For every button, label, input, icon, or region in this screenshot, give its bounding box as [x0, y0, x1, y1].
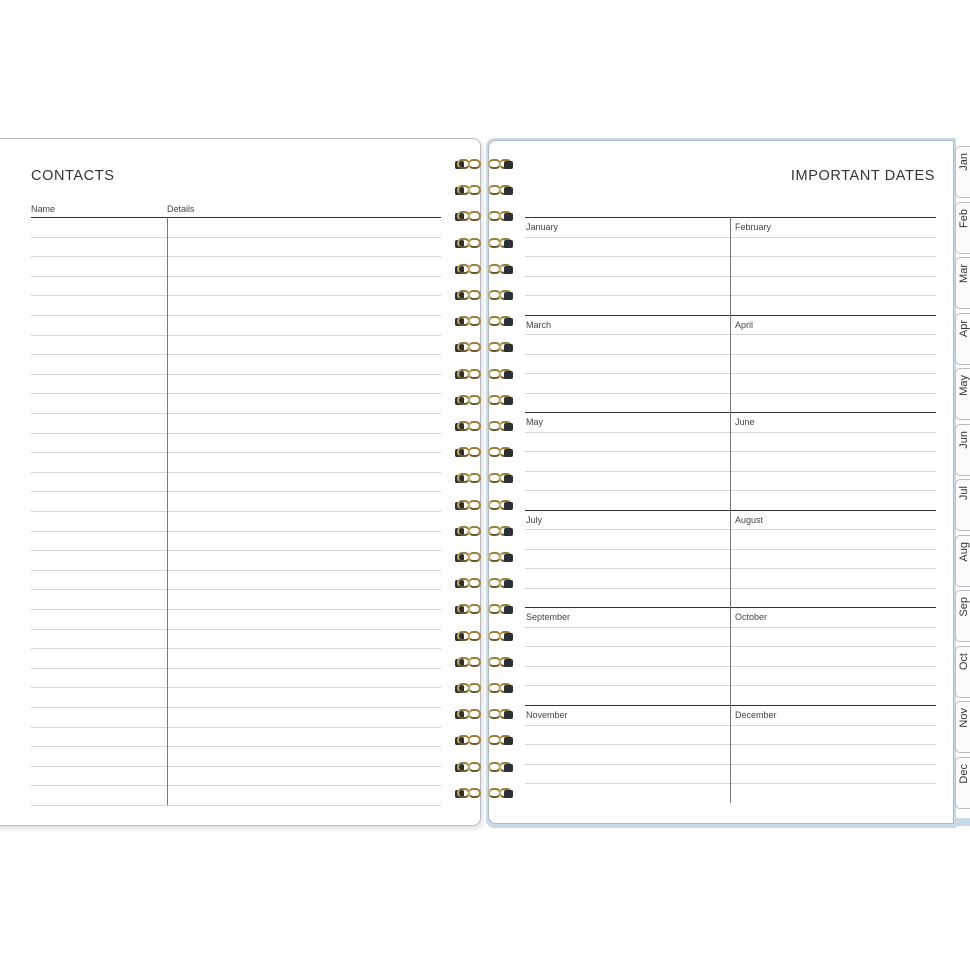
page-title: CONTACTS	[31, 168, 115, 184]
spiral-coil	[453, 339, 517, 357]
spiral-coil	[453, 601, 517, 619]
tab-label: Dec	[958, 763, 970, 784]
column-divider	[167, 217, 168, 805]
contact-row-line[interactable]	[31, 472, 441, 473]
tab-bottom-edge	[955, 818, 970, 826]
column-header-name: Name	[31, 204, 56, 214]
spiral-coil	[453, 759, 517, 777]
tab-sep[interactable]	[955, 590, 970, 642]
tab-label: Jan	[958, 153, 970, 171]
page-title: IMPORTANT DATES	[790, 168, 935, 184]
tab-label: Sep	[958, 597, 970, 617]
contact-row-line[interactable]	[31, 433, 441, 434]
month-label-april: April	[735, 319, 754, 330]
spiral-coil	[453, 732, 517, 750]
month-label-june: June	[735, 417, 755, 428]
contact-row-line[interactable]	[31, 452, 441, 453]
spiral-coil	[453, 523, 517, 541]
tab-label: Oct	[958, 652, 970, 670]
column-header-details: Details	[167, 204, 195, 214]
contact-row-line[interactable]	[31, 256, 441, 257]
spiral-coil	[453, 549, 517, 567]
spiral-coil	[453, 444, 517, 462]
month-label-july: July	[526, 514, 543, 525]
tab-label: Mar	[958, 264, 970, 283]
contact-row-line[interactable]	[31, 707, 441, 708]
month-label-august: August	[735, 514, 764, 525]
month-label-september: September	[526, 612, 571, 623]
contact-row-line[interactable]	[31, 315, 441, 316]
contact-row-line[interactable]	[31, 766, 441, 767]
month-label-january: January	[526, 222, 559, 232]
contact-row-line[interactable]	[31, 648, 441, 649]
tab-jul[interactable]	[955, 479, 970, 531]
contact-row-line[interactable]	[31, 413, 441, 414]
spiral-coil	[453, 208, 517, 226]
contact-row-line[interactable]	[31, 335, 441, 336]
spiral-coil	[453, 287, 517, 305]
tab-label: May	[958, 375, 970, 396]
month-label-may: May	[526, 417, 544, 428]
contact-row-line[interactable]	[31, 531, 441, 532]
tab-aug[interactable]	[955, 535, 970, 587]
tab-dec[interactable]	[955, 757, 970, 809]
contact-row-line[interactable]	[31, 746, 441, 747]
tab-label: Nov	[958, 708, 970, 728]
contact-row-line[interactable]	[31, 609, 441, 610]
spiral-coil	[453, 182, 517, 200]
contact-row-line[interactable]	[31, 629, 441, 630]
tab-label: Feb	[958, 208, 970, 228]
spiral-coil	[453, 575, 517, 593]
contact-row-line[interactable]	[31, 354, 441, 355]
tab-oct[interactable]	[955, 646, 970, 698]
tab-jun[interactable]	[955, 424, 970, 476]
tab-feb[interactable]	[955, 202, 970, 254]
month-label-march: March	[526, 319, 552, 330]
contact-row-line[interactable]	[31, 237, 441, 238]
spiral-binding	[453, 156, 517, 806]
tab-jan[interactable]	[955, 146, 970, 198]
spiral-coil	[453, 785, 517, 803]
spiral-coil	[453, 235, 517, 253]
month-label-december: December	[735, 710, 777, 720]
spiral-coil	[453, 366, 517, 384]
contact-row-line[interactable]	[31, 276, 441, 277]
spiral-coil	[453, 680, 517, 698]
tab-nov[interactable]	[955, 701, 970, 753]
important-dates-page	[488, 140, 954, 824]
month-label-november: November	[526, 710, 568, 720]
month-tabs	[955, 146, 970, 820]
tab-mar[interactable]	[955, 257, 970, 309]
month-label-october: October	[735, 612, 768, 623]
header-rule	[31, 217, 441, 218]
contact-row-line[interactable]	[31, 570, 441, 571]
spiral-coil	[453, 628, 517, 646]
contact-row-line[interactable]	[31, 805, 441, 806]
tab-apr[interactable]	[955, 313, 970, 365]
spiral-coil	[453, 313, 517, 331]
contact-row-line[interactable]	[31, 785, 441, 786]
spiral-coil	[453, 418, 517, 436]
tab-label: Aug	[958, 541, 970, 562]
spiral-coil	[453, 470, 517, 488]
spiral-coil	[453, 654, 517, 672]
contact-row-line[interactable]	[31, 374, 441, 375]
month-column-divider	[730, 217, 731, 803]
month-label-february: February	[735, 222, 772, 232]
contact-row-line[interactable]	[31, 511, 441, 512]
contact-row-line[interactable]	[31, 550, 441, 551]
spiral-coil	[453, 706, 517, 724]
contacts-page	[0, 138, 481, 826]
contact-row-line[interactable]	[31, 393, 441, 394]
contact-row-line[interactable]	[31, 687, 441, 688]
contact-row-line[interactable]	[31, 295, 441, 296]
spiral-coil	[453, 497, 517, 515]
tab-label: Jul	[958, 486, 970, 501]
tab-label: Jun	[958, 430, 970, 449]
tab-label: Apr	[958, 319, 970, 337]
spiral-coil	[453, 261, 517, 279]
tab-may[interactable]	[955, 368, 970, 420]
contact-row-line[interactable]	[31, 668, 441, 669]
spiral-coil	[453, 392, 517, 410]
contact-row-line[interactable]	[31, 727, 441, 728]
spiral-coil	[453, 156, 517, 174]
contact-row-line[interactable]	[31, 491, 441, 492]
contact-row-line[interactable]	[31, 589, 441, 590]
